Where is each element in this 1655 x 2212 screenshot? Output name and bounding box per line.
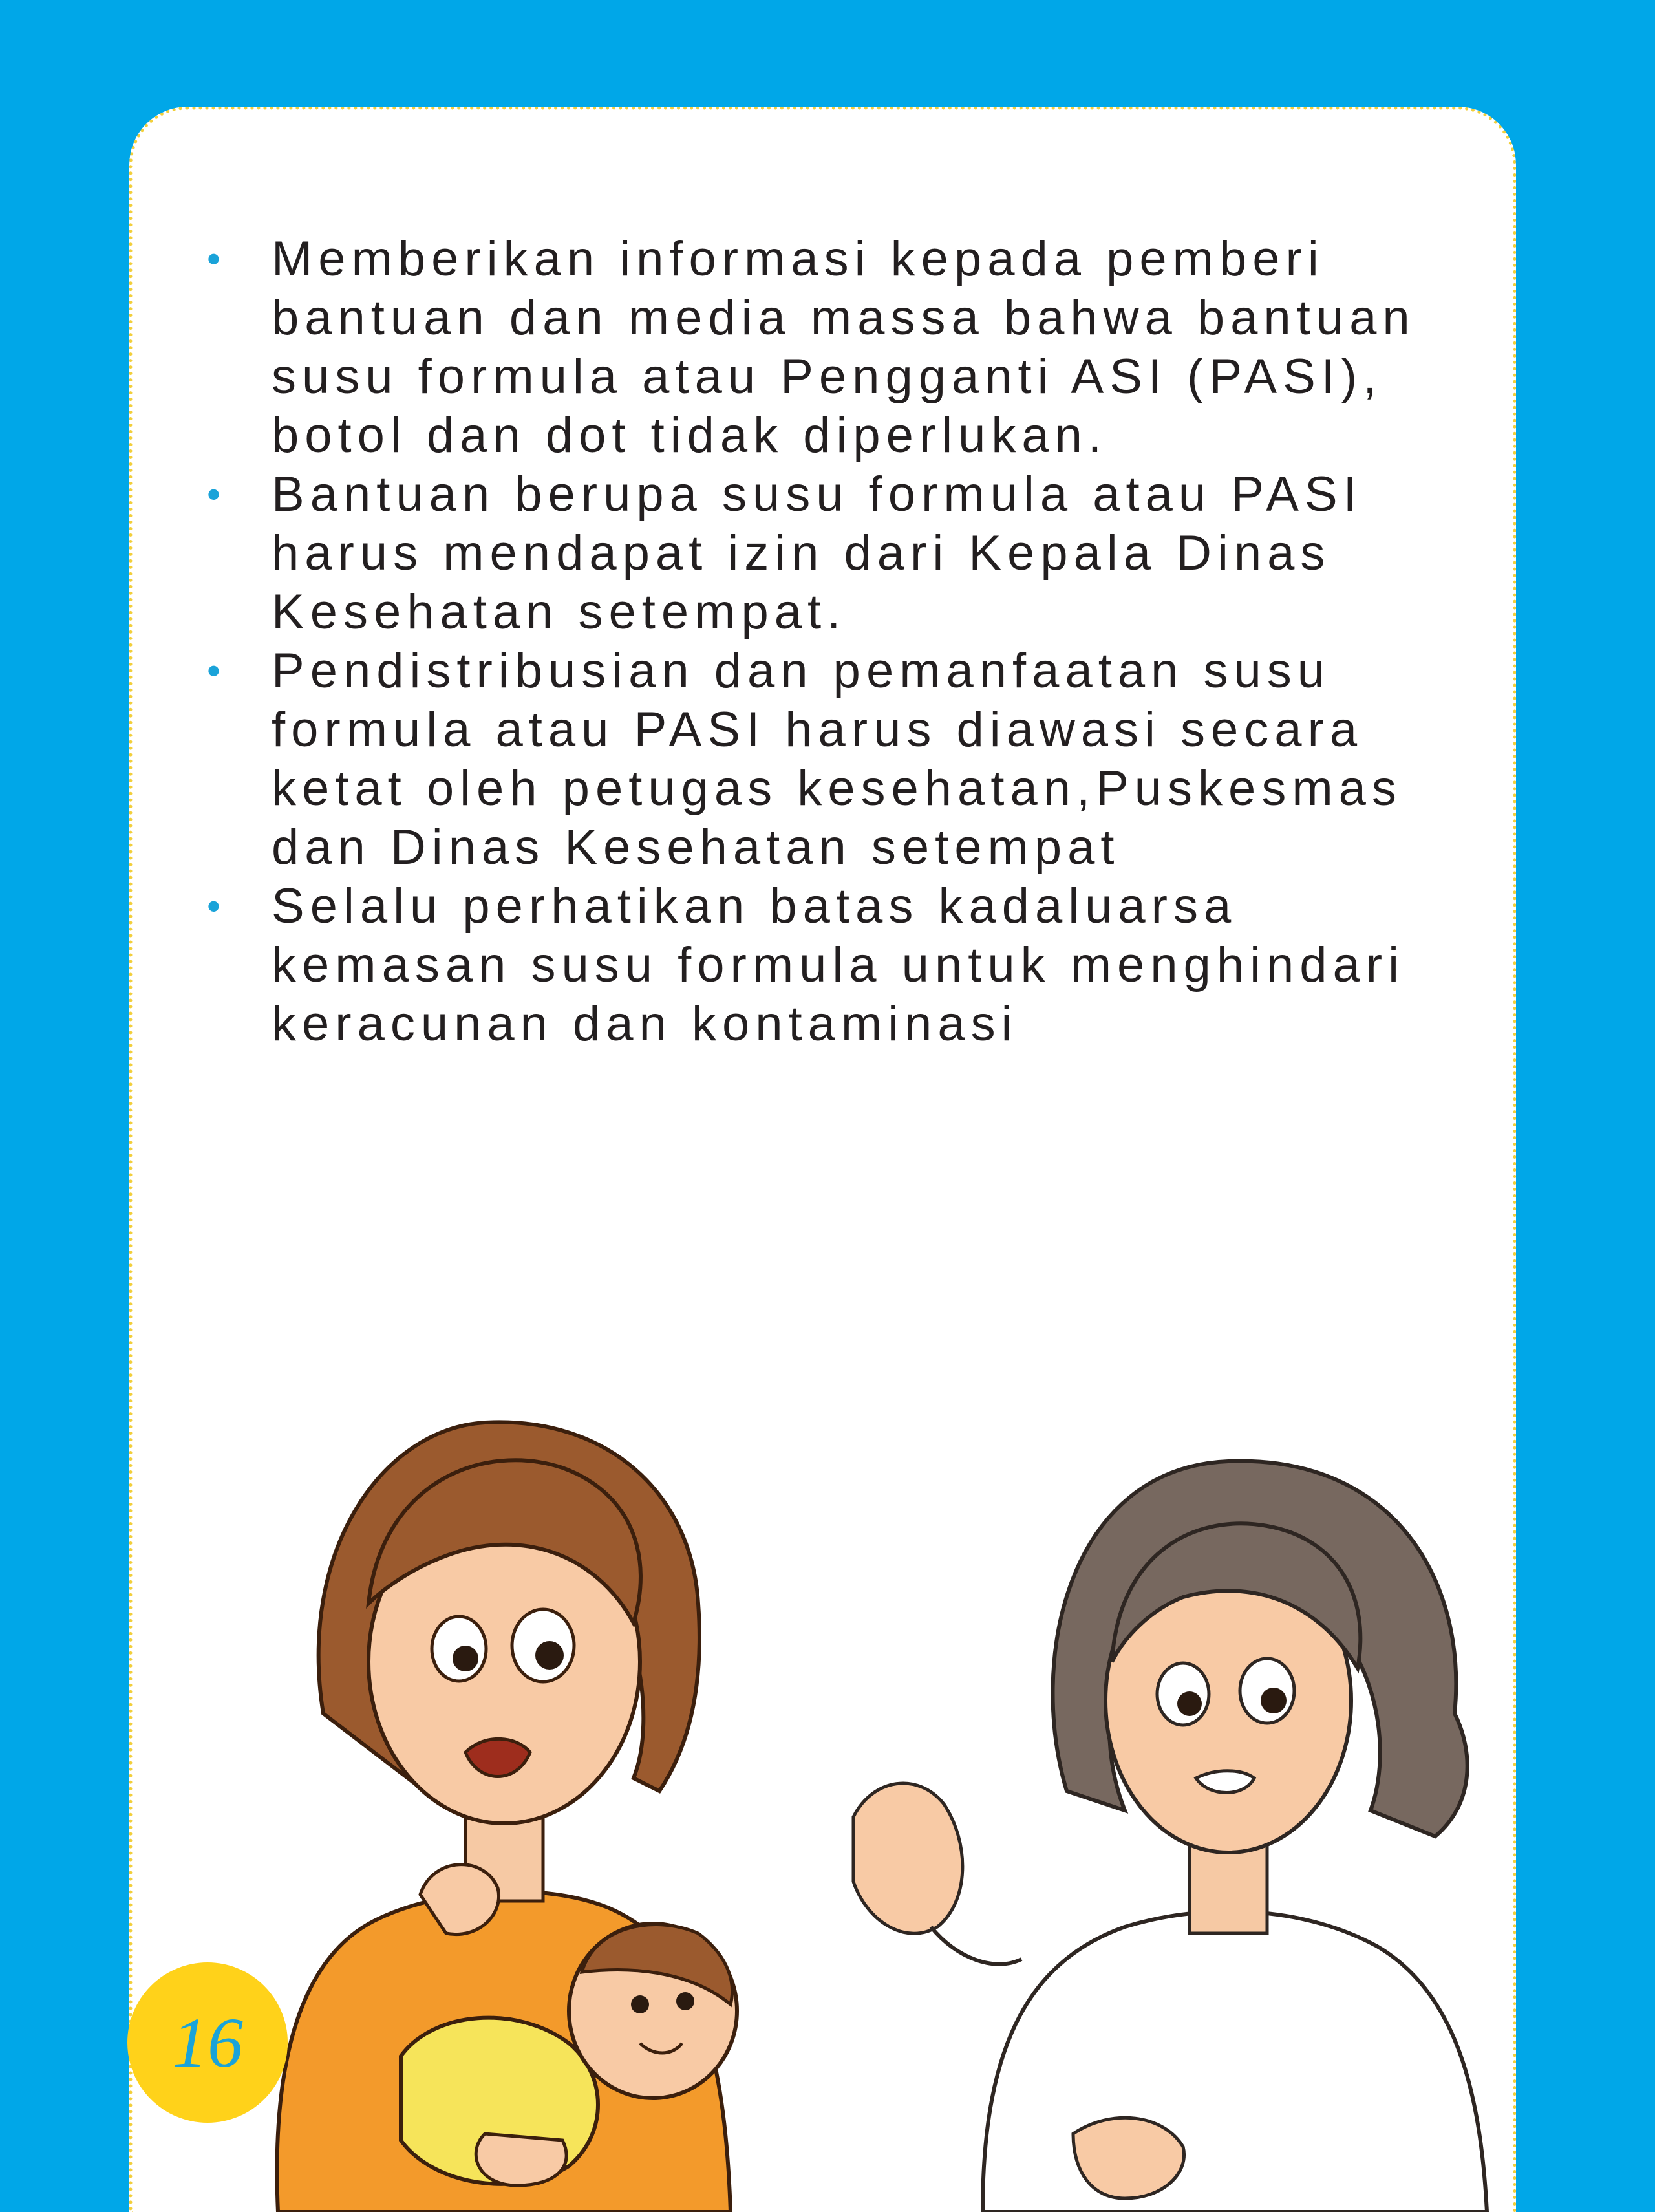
bullet-icon: • (207, 649, 227, 693)
nurse-figure (853, 1461, 1487, 2212)
bullet-text: Selalu perhatikan batas kadaluarsa kemasan susu formula untuk menghindari keracunan dan kontaminasi (272, 879, 1405, 1051)
bullet-list (194, 230, 1422, 1053)
bullet-text: Memberikan informasi kepada pemberi bantuan dan media massa bahwa bantuan susu formula atau Pengganti ASI (PASI), botol dan dot tidak diperlukan. (272, 231, 1416, 463)
bullet-text: Pendistribusian dan pemanfaatan susu formula atau PASI harus diawasi secara ketat oleh petugas kesehatan,Puskesmas dan Dinas Kesehatan setempat (272, 643, 1402, 875)
list-item (194, 230, 1422, 465)
bullet-icon: • (207, 885, 227, 928)
page-number-badge (127, 1962, 288, 2123)
bullet-text: Bantuan berupa susu formula atau PASI harus mendapat izin dari Kepala Dinas Kesehatan setempat. (272, 467, 1363, 639)
bullet-icon: • (207, 237, 227, 281)
list-item (194, 877, 1422, 1053)
list-item (194, 641, 1422, 877)
mother-baby-nurse-illustration (272, 1390, 1519, 2212)
page-number: 16 (172, 2003, 243, 2082)
bullet-icon: • (207, 473, 227, 516)
list-item (194, 465, 1422, 641)
